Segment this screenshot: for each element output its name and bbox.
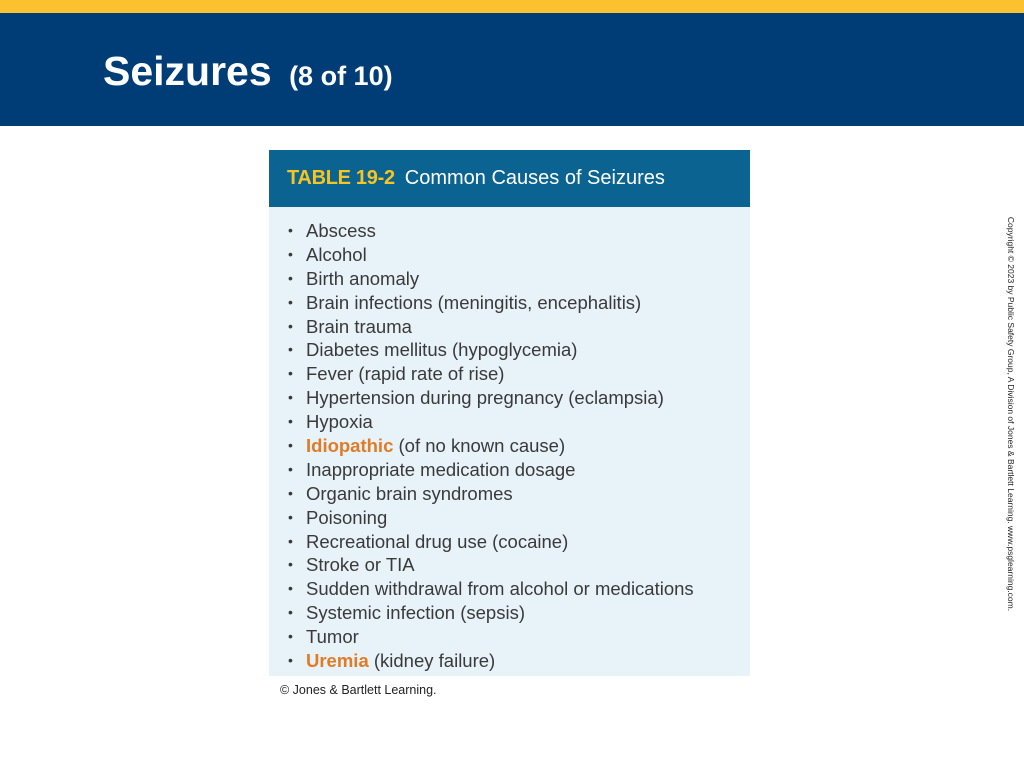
list-item bbox=[288, 243, 750, 267]
bullet-icon: • bbox=[288, 437, 293, 454]
list-item-text: Diabetes mellitus (hypoglycemia) bbox=[306, 339, 578, 361]
bullet-icon: • bbox=[288, 580, 293, 597]
list-item bbox=[288, 362, 750, 386]
bullet-icon: • bbox=[288, 293, 293, 310]
list-item bbox=[288, 315, 750, 339]
bullet-icon: • bbox=[288, 652, 293, 669]
list-item bbox=[288, 601, 750, 625]
list-item-text: Alcohol bbox=[306, 243, 367, 265]
list-item-text: (of no known cause) bbox=[393, 435, 566, 457]
top-accent-stripe bbox=[0, 0, 1024, 13]
bullet-icon: • bbox=[288, 556, 293, 573]
list-item bbox=[288, 530, 750, 554]
bullet-icon: • bbox=[288, 365, 293, 382]
bullet-icon: • bbox=[288, 389, 293, 406]
list-item-text: Recreational drug use (cocaine) bbox=[306, 530, 569, 552]
list-item bbox=[288, 291, 750, 315]
list-item-text: Hypertension during pregnancy (eclampsia) bbox=[306, 387, 664, 409]
list-item bbox=[288, 506, 750, 530]
bullet-icon: • bbox=[288, 508, 293, 525]
list-item-text: Birth anomaly bbox=[306, 267, 420, 289]
causes-list bbox=[269, 207, 750, 673]
side-copyright-notice: Copyright © 2023 by Public Safety Group, A Division of Jones & Bartlett Learning. www.psglearning.com. bbox=[1006, 216, 1016, 612]
list-item-text: (kidney failure) bbox=[368, 650, 496, 672]
list-item bbox=[288, 458, 750, 482]
list-item-text: Abscess bbox=[306, 220, 376, 241]
bullet-icon: • bbox=[288, 484, 293, 501]
list-item-text: Fever (rapid rate of rise) bbox=[306, 363, 505, 385]
table-number-label: TABLE 19-2 bbox=[287, 167, 395, 189]
list-item bbox=[288, 338, 750, 362]
slide-title-text: Seizures bbox=[103, 48, 272, 94]
bullet-icon: • bbox=[288, 532, 293, 549]
list-item-text: Inappropriate medication dosage bbox=[306, 458, 576, 480]
bullet-icon: • bbox=[288, 604, 293, 621]
list-item bbox=[288, 386, 750, 410]
list-item bbox=[288, 219, 750, 243]
bullet-icon: • bbox=[288, 628, 293, 645]
slide-subtitle: (8 of 10) bbox=[289, 61, 393, 91]
list-item bbox=[288, 625, 750, 649]
list-item-text: Stroke or TIA bbox=[306, 554, 415, 576]
list-item-text: Hypoxia bbox=[306, 411, 373, 433]
list-item-text: Tumor bbox=[306, 626, 359, 648]
slide-title bbox=[103, 46, 393, 101]
bullet-icon: • bbox=[288, 341, 293, 358]
table-caption: Common Causes of Seizures bbox=[404, 167, 665, 189]
bullet-icon: • bbox=[288, 460, 293, 477]
highlighted-term: Idiopathic bbox=[306, 435, 394, 457]
list-item bbox=[288, 267, 750, 291]
list-item bbox=[288, 649, 750, 673]
list-item bbox=[288, 553, 750, 577]
list-item-text: Poisoning bbox=[306, 506, 388, 528]
list-item-text: Systemic infection (sepsis) bbox=[306, 602, 525, 624]
causes-table bbox=[269, 150, 750, 676]
list-item-text: Brain trauma bbox=[306, 315, 412, 337]
list-item-text: Organic brain syndromes bbox=[306, 482, 513, 504]
highlighted-term: Uremia bbox=[306, 650, 369, 672]
image-credit: © Jones & Bartlett Learning. bbox=[280, 683, 437, 697]
bullet-icon: • bbox=[288, 413, 293, 430]
bullet-icon: • bbox=[288, 245, 293, 262]
list-item bbox=[288, 482, 750, 506]
list-item bbox=[288, 577, 750, 601]
table-header bbox=[269, 150, 750, 207]
bullet-icon: • bbox=[288, 269, 293, 286]
list-item bbox=[288, 434, 750, 458]
bullet-icon: • bbox=[288, 222, 293, 238]
list-item-text: Brain infections (meningitis, encephalitis) bbox=[306, 291, 642, 313]
bullet-icon: • bbox=[288, 317, 293, 334]
list-item bbox=[288, 410, 750, 434]
list-item-text: Sudden withdrawal from alcohol or medications bbox=[306, 578, 694, 600]
